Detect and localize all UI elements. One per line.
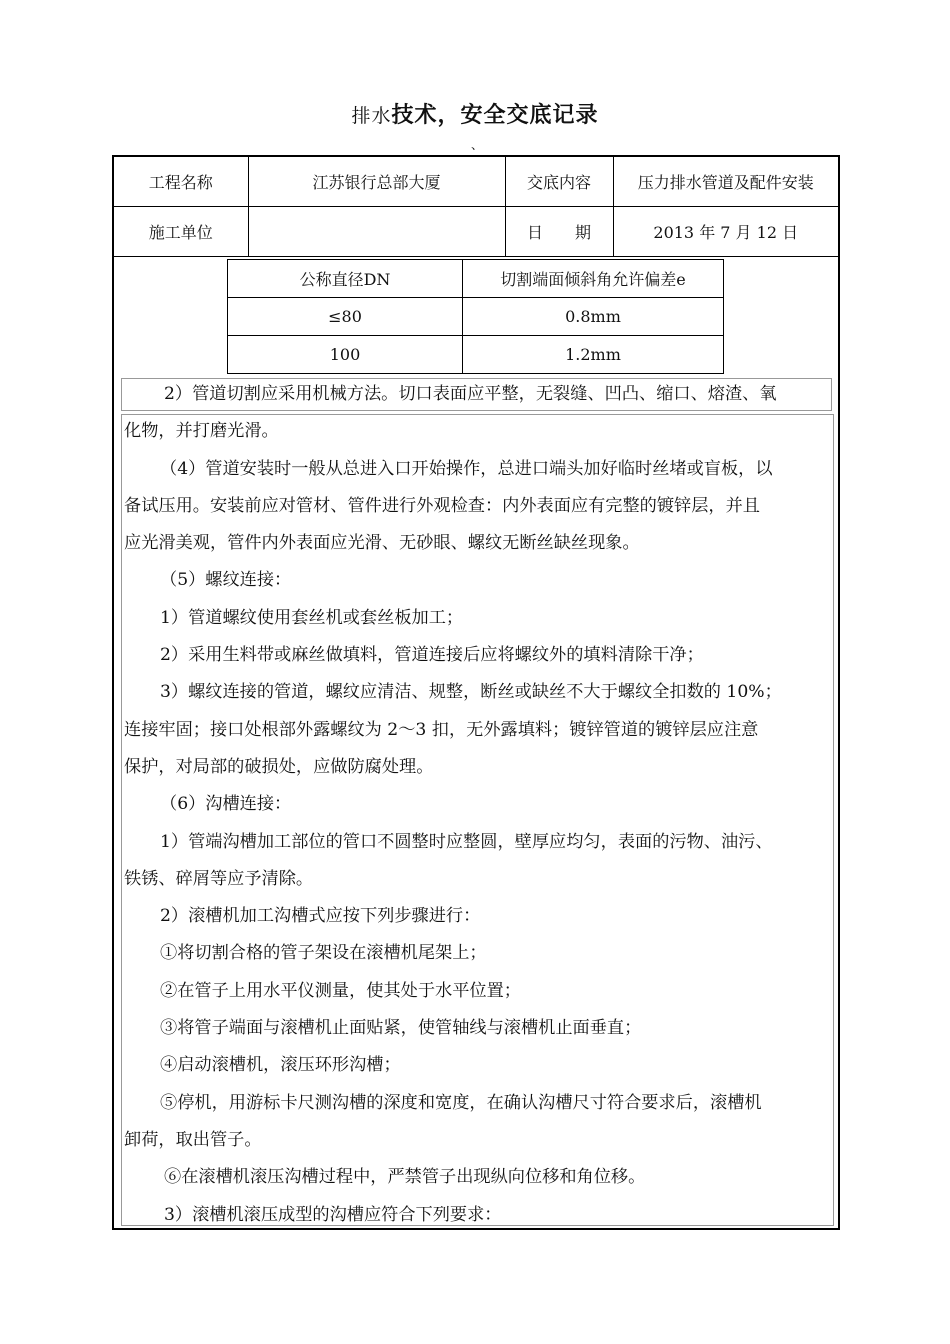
unit-value xyxy=(248,207,505,257)
body-line: 2）滚槽机加工沟槽式应按下列步骤进行： xyxy=(160,906,481,927)
date-label: 日 期 xyxy=(505,207,613,257)
record-frame xyxy=(112,155,840,1230)
title-main: 技术，安全交底记录 xyxy=(391,103,599,128)
spec-cell-tolerance: 1.2mm xyxy=(463,336,724,374)
body-line: 备试压用。安装前应对管材、管件进行外观检查：内外表面应有完整的镀锌层，并且 xyxy=(124,495,760,516)
body-line: ②在管子上用水平仪测量，使其处于水平位置； xyxy=(160,980,521,1001)
date-value: 2013 年 7 月 12 日 xyxy=(613,207,838,257)
body-text xyxy=(124,376,832,1234)
body-line: 铁锈、碎屑等应予清除。 xyxy=(124,868,314,889)
body-line: 1）管端沟槽加工部位的管口不圆整时应整圆，壁厚应均匀，表面的污物、油污、 xyxy=(160,831,773,852)
content-label: 交底内容 xyxy=(505,157,613,207)
body-line: ①将切割合格的管子架设在滚槽机尾架上； xyxy=(160,943,487,964)
project-name-value: 江苏银行总部大厦 xyxy=(248,157,505,207)
body-line: （6）沟槽连接： xyxy=(160,794,292,815)
spec-row xyxy=(228,298,724,336)
body-line: 3）螺纹连接的管道，螺纹应清洁、规整，断丝或缺丝不大于螺纹全扣数的 10%； xyxy=(160,682,782,703)
body-line: 卸荷，取出管子。 xyxy=(124,1129,262,1150)
spec-row xyxy=(228,336,724,374)
spec-table xyxy=(227,259,724,374)
project-name-label: 工程名称 xyxy=(114,157,248,207)
content-value: 压力排水管道及配件安装 xyxy=(613,157,838,207)
unit-label: 施工单位 xyxy=(114,207,248,257)
document-title xyxy=(0,98,950,129)
body-line: 1）管道螺纹使用套丝机或套丝板加工； xyxy=(160,607,464,628)
title-prefix: 排水 xyxy=(351,105,392,127)
body-line: 2）管道切割应采用机械方法。切口表面应平整，无裂缝、凹凸、缩口、熔渣、氧 xyxy=(164,384,777,404)
body-line: 应光滑美观，管件内外表面应光滑、无砂眼、螺纹无断丝缺丝现象。 xyxy=(124,533,640,554)
body-line: 连接牢固；接口处根部外露螺纹为 2～3 扣，无外露填料；镀锌管道的镀锌层应注意 xyxy=(124,719,759,740)
tick-mark: 、 xyxy=(471,138,484,152)
body-line: （5）螺纹连接： xyxy=(160,570,292,591)
body-line: ④启动滚槽机，滚压环形沟槽； xyxy=(160,1055,401,1076)
spec-header-tolerance: 切割端面倾斜角允许偏差e xyxy=(463,260,724,298)
spec-cell-tolerance: 0.8mm xyxy=(463,298,724,336)
body-line: ③将管子端面与滚槽机止面贴紧，使管轴线与滚槽机止面垂直； xyxy=(160,1018,642,1039)
body-line: ⑥在滚槽机滚压沟槽过程中，严禁管子出现纵向位移和角位移。 xyxy=(164,1167,646,1188)
spec-header-row xyxy=(228,260,724,298)
spec-cell-dn: ≤80 xyxy=(228,298,463,336)
spec-cell-dn: 100 xyxy=(228,336,463,374)
header-table xyxy=(114,157,838,257)
body-line: 2）采用生料带或麻丝做填料，管道连接后应将螺纹外的填料清除干净； xyxy=(160,645,704,666)
body-line: 化物，并打磨光滑。 xyxy=(124,421,279,442)
body-line: 3）滚槽机滚压成型的沟槽应符合下列要求： xyxy=(164,1204,502,1225)
spec-header-dn: 公称直径DN xyxy=(228,260,463,298)
body-line: 保护，对局部的破损处，应做防腐处理。 xyxy=(124,756,434,777)
body-line: （4）管道安装时一般从总进入口开始操作，总进口端头加好临时丝堵或盲板，以 xyxy=(160,458,773,479)
body-line: ⑤停机，用游标卡尺测沟槽的深度和宽度，在确认沟槽尺寸符合要求后，滚槽机 xyxy=(160,1092,762,1113)
